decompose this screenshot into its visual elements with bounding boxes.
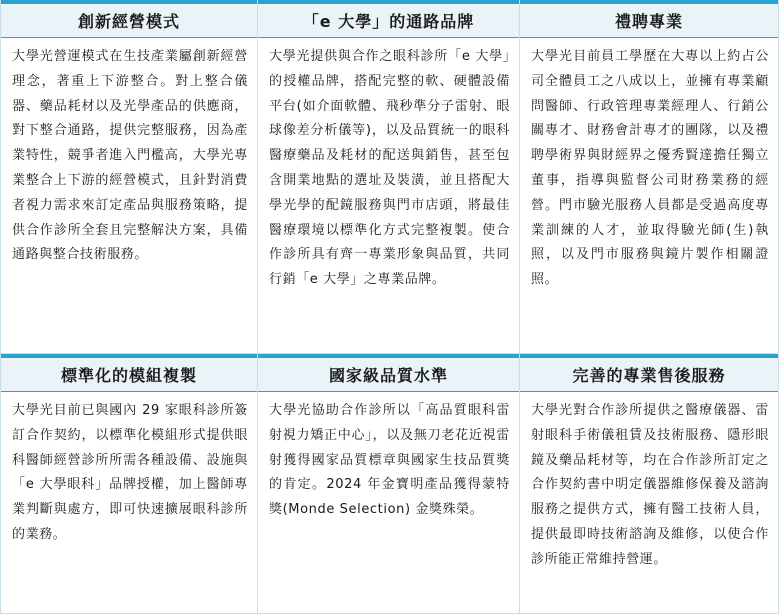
cell-title: 完善的專業售後服務	[520, 354, 778, 392]
cell-body: 大學光營運模式在生技產業屬創新經營理念，著重上下游整合。對上整合儀器、藥品耗材以及光學產品的供應商，對下整合通路，提供完整服務，因為產業特性，競爭者進入門檻高，大學光專業整合上下游的經營模式，且針對消費者視力需求來訂定產品與服務策略，提供合作診所全套且完整解決方案，具備通路與整合技術服務。	[12, 49, 248, 263]
cell-e-university-brand	[258, 0, 520, 354]
cell-innovative-model	[0, 0, 258, 354]
cell-body: 大學光提供與合作之眼科診所「e 大學」的授權品牌，搭配完整的軟、硬體設備平台(如介面軟體、飛秒準分子雷射、眼球像差分析儀等)，以及品質統一的眼科醫療藥品及耗材的配送與銷售，甚至包含開業地點的選址及裝潢，並且搭配大學光學的配鏡服務與門市店頭，將最佳醫療環境以標準化方式完整複製。使合作診所具有齊一專業形象與品質，共同行銷「e 大學」之專業品牌。	[269, 49, 510, 288]
cell-title: 創新經營模式	[1, 0, 257, 38]
cell-title: 國家級品質水準	[258, 354, 519, 392]
cell-standardized-module	[0, 354, 258, 614]
cell-title: 標準化的模組複製	[1, 354, 257, 392]
cell-body: 大學光協助合作診所以「高品質眼科雷射視力矯正中心」，以及無刀老花近視雷射獲得國家品質標章與國家生技品質獎的肯定。2024 年金寶明產品獲得蒙特獎(Monde Selection) 金獎殊榮。	[269, 403, 510, 518]
cell-body: 大學光目前已與國內 29 家眼科診所簽訂合作契約，以標準化模組形式提供眼科醫師經營診所所需各種設備、設施與「e 大學眼科」品牌授權，加上醫師專業判斷與處方，即可快速擴展眼科診所的業務。	[12, 403, 248, 542]
cell-after-sales-service	[520, 354, 779, 614]
cell-title: 「e 大學」的通路品牌	[258, 0, 519, 38]
cell-body: 大學光對合作診所提供之醫療儀器、雷射眼科手術儀租賃及技術服務、隱形眼鏡及藥品耗材等，均在合作診所訂定之合作契約書中明定儀器維修保養及諮詢服務之提供方式，擁有醫工技術人員，提供最即時技術諮詢及維修，以使合作診所能正常維持營運。	[531, 403, 769, 567]
cell-body: 大學光目前員工學歷在大專以上約占公司全體員工之八成以上，並擁有專業顧問醫師、行政管理專業經理人、行銷公關專才、財務會計專才的團隊，以及禮聘學術界與財經界之優秀賢達擔任獨立董事，指導與監督公司財務業務的經營。門市驗光服務人員都是受過高度專業訓練的人才，並取得驗光師(生)執照，以及門市服務與鏡片製作相關證照。	[531, 49, 769, 288]
cell-national-quality	[258, 354, 520, 614]
cell-professional-hiring	[520, 0, 779, 354]
cell-title: 禮聘專業	[520, 0, 778, 38]
